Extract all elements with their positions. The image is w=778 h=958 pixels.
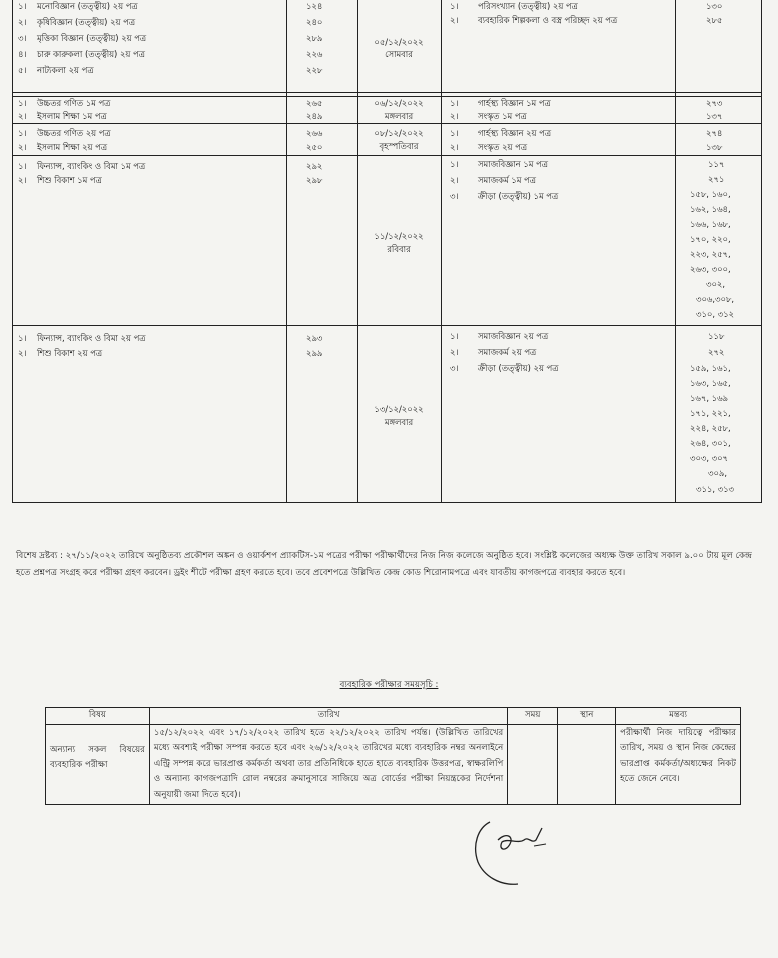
subject-code: ২৯৯ <box>306 348 323 358</box>
code-line: ১৫৯, ১৬১, <box>690 363 731 373</box>
subject-name: মনোবিজ্ঞান (তত্ত্বীয়) ২য় পত্র <box>37 1 138 11</box>
subject-name: ব্যবহারিক শিল্পকলা ও বস্ত্র পরিচ্ছদ ২য় পত্র <box>478 15 618 25</box>
item-number: ১। <box>18 333 27 343</box>
subject-code: ১২৪ <box>306 1 323 11</box>
subject-name: ক্রীড়া (তত্ত্বীয়) ১ম পত্র <box>478 191 559 201</box>
code-line: ১১৭ <box>708 159 725 169</box>
subject-code: ২৪০ <box>306 17 323 27</box>
subject-name: চারু কারুকলা (তত্ত্বীয়) ২য় পত্র <box>37 49 145 59</box>
exam-day: মঙ্গলবার <box>384 417 414 427</box>
header-time: সময় <box>508 708 558 725</box>
subject-name: সমাজকর্ম ১ম পত্র <box>478 175 536 185</box>
table-border <box>12 0 13 503</box>
item-number: ২। <box>18 111 27 121</box>
code-line: ১৬৭, ১৬৯ <box>690 393 728 403</box>
code-line: ২২৩, ২৫৭, <box>690 249 731 259</box>
subject-code: ২৭৩ <box>706 98 723 108</box>
item-number: ২। <box>18 17 27 27</box>
row-divider <box>12 92 762 93</box>
item-number: ১। <box>450 128 459 138</box>
item-number: ২। <box>18 175 27 185</box>
subject-name: পরিসংখ্যান (তত্ত্বীয়) ২য় পত্র <box>478 1 578 11</box>
subject-name: সমাজবিজ্ঞান ২য় পত্র <box>478 331 549 341</box>
subject-name: ইসলাম শিক্ষা ২য় পত্র <box>37 142 107 152</box>
item-number: ৩। <box>18 33 27 43</box>
subject-name: কৃষিবিজ্ঞান (তত্ত্বীয়) ২য় পত্র <box>37 17 135 27</box>
exam-date: ০৮/১২/২০২২ <box>374 128 424 138</box>
exam-day: মঙ্গলবার <box>384 111 414 121</box>
subject-code: ২২৮ <box>306 65 323 75</box>
subject-code: ২৬৫ <box>306 98 323 108</box>
code-line: ৩১০, ৩১২ <box>696 309 734 319</box>
table-border <box>441 0 442 503</box>
practical-remarks: পরীক্ষার্থী নিজ দায়িত্বে পরীক্ষার তারিখ, সময় ও স্থান নিজ কেন্দ্রের ভারপ্রাপ্ত কর্মকর্তা/অধ্যক্ষের নিকট হতে জেনে নেবে। <box>616 724 741 805</box>
code-line: ৩০২, <box>706 279 725 289</box>
subject-code: ১৩৭ <box>706 111 723 121</box>
table-border <box>761 0 762 503</box>
subject-code: ২৯৮ <box>306 175 323 185</box>
subject-code: ২৭৪ <box>706 128 723 138</box>
row-divider <box>12 155 762 156</box>
signature <box>470 810 580 890</box>
exam-date: ১৩/১২/২০২২ <box>374 404 424 414</box>
item-number: ১। <box>18 1 27 11</box>
practical-schedule-title <box>0 678 778 692</box>
item-number: ২। <box>450 15 459 25</box>
subject-name: ইসলাম শিক্ষা ১ম পত্র <box>37 111 107 121</box>
header-subject: বিষয় <box>46 708 150 725</box>
item-number: ১। <box>450 98 459 108</box>
item-number: ১। <box>18 128 27 138</box>
subject-code: ২৪৯ <box>306 111 323 121</box>
item-number: ২। <box>18 348 27 358</box>
subject-name: উচ্চতর গণিত ১ম পত্র <box>37 98 111 108</box>
header-remarks: মন্তব্য <box>616 708 741 725</box>
table-header-row <box>46 708 741 725</box>
table-border <box>286 0 287 503</box>
subject-name: ক্রীড়া (তত্ত্বীয়) ২য় পত্র <box>478 363 559 373</box>
table-row <box>46 724 741 805</box>
subject-code: ২৮৫ <box>706 15 723 25</box>
subject-name: সংস্কৃত ১ম পত্র <box>478 111 527 121</box>
row-divider <box>12 123 762 124</box>
practical-subject: অন্যান্য সকল বিষয়ের ব্যবহারিক পরীক্ষা <box>46 724 150 805</box>
subject-name: ফিন্যান্স, ব্যাংকিং ও বিমা ২য় পত্র <box>37 333 146 343</box>
exam-date: ০৬/১২/২০২২ <box>374 98 424 108</box>
table-border <box>12 502 762 503</box>
item-number: ৩। <box>450 363 459 373</box>
item-number: ৩। <box>450 191 459 201</box>
code-line: ১৭১, ২২১, <box>690 408 731 418</box>
subject-code: ২৯২ <box>306 161 323 171</box>
subject-code: ২২৬ <box>306 49 323 59</box>
subject-name: মৃত্তিকা বিজ্ঞান (তত্ত্বীয়) ২য় পত্র <box>37 33 147 43</box>
subject-name: শিশু বিকাশ ১ম পত্র <box>37 175 102 185</box>
subject-name: সমাজকর্ম ২য় পত্র <box>478 347 537 357</box>
table-border <box>675 0 676 503</box>
code-line: ৩০৯, <box>708 468 727 478</box>
subject-name: উচ্চতর গণিত ২য় পত্র <box>37 128 111 138</box>
item-number: ১। <box>450 331 459 341</box>
practical-time <box>508 724 558 805</box>
practical-date: ১৫/১২/২০২২ এবং ১৭/১২/২০২২ তারিখ হতে ২২/১২/২০২২ তারিখ পর্যন্ত। (উল্লিখিত তারিখের মধ্যে অবশ্যই পরীক্ষা সম্পন্ন করতে হবে এবং ২৬/১২/২০২২ তারিখের মধ্যে ব্যবহারিক নম্বর অনলাইনে এন্ট্রি সম্পন্ন করে ভারপ্রাপ্ত কর্মকর্তা অথবা তার প্রতিনিধিকে হাতে হাতে ব্যবহারিক উত্তরপত্র, স্বাক্ষরলিপি ও অন্যান্য কাগজপত্রাদি রোল নম্বরের ক্রমানুসারে সাজিয়ে অত্র বোর্ডের পরীক্ষা নিয়ন্ত্রকের নির্দেশনা অনুযায়ী জমা দিতে হবে)। <box>149 724 507 805</box>
code-line: ২৭২ <box>708 347 725 357</box>
subject-code: ১৩০ <box>706 1 723 11</box>
subject-code: ২৮৯ <box>306 33 323 43</box>
header-date: তারিখ <box>149 708 507 725</box>
code-line: ১৬৩, ১৬৫, <box>690 378 731 388</box>
item-number: ৪। <box>18 49 27 59</box>
practical-place <box>558 724 616 805</box>
subject-name: নাট্যকলা ২য় পত্র <box>37 65 94 75</box>
exam-day: বৃহস্পতিবার <box>379 141 419 151</box>
subject-name: সংস্কৃত ২য় পত্র <box>478 142 527 152</box>
subject-name: গার্হস্থ্য বিজ্ঞান ১ম পত্র <box>478 98 551 108</box>
subject-code: ২৯৩ <box>306 333 323 343</box>
subject-code: ২৫০ <box>306 142 323 152</box>
code-line: ৩০৬,৩০৮, <box>696 294 734 304</box>
code-line: ১৬২, ১৬৪, <box>690 204 731 214</box>
exam-date: ০৫/১২/২০২২ <box>374 37 424 47</box>
exam-date: ১১/১২/২০২২ <box>374 231 424 241</box>
special-note: বিশেষ দ্রষ্টব্য : ২৭/১১/২০২২ তারিখে অনুষ্ঠিতব্য প্রকৌশল অঙ্কন ও ওয়ার্কশপ প্র্যাকটিস-১ম পত্রের পরীক্ষা পরীক্ষার্থীদের নিজ নিজ কলেজে অনুষ্ঠিত হবে। সংশ্লিষ্ট কলেজের অধ্যক্ষ উক্ত তারিখ সকাল ৯.০০ টায় মূল কেন্দ্র হতে প্রশ্নপত্র সংগ্রহ করে পরীক্ষা গ্রহণ করবেন। ড্রইং শীটে পরীক্ষা গ্রহণ করতে হবে। তবে প্রবেশপত্রে উল্লিখিত কেন্দ্র কোড শিরোনামপত্রে এবং যাবতীয় কাগজপত্রে ব্যবহার করতে হবে। <box>16 551 752 578</box>
row-divider <box>12 325 762 326</box>
item-number: ২। <box>450 142 459 152</box>
header-place: স্থান <box>558 708 616 725</box>
exam-day: রবিবার <box>387 244 411 254</box>
practical-schedule-table <box>45 707 741 805</box>
code-line: ১৭০, ২২০, <box>690 234 731 244</box>
subject-name: ফিন্যান্স, ব্যাংকিং ও বিমা ১ম পত্র <box>37 161 146 171</box>
practical-schedule-title-text: ব্যবহারিক পরীক্ষার সময়সূচি : <box>339 680 439 690</box>
code-line: ১৫৮, ১৬০, <box>690 189 731 199</box>
item-number: ১। <box>18 161 27 171</box>
item-number: ২। <box>450 347 459 357</box>
item-number: ২। <box>450 175 459 185</box>
subject-name: গার্হস্থ্য বিজ্ঞান ২য় পত্র <box>478 128 551 138</box>
item-number: ২। <box>18 142 27 152</box>
item-number: ১। <box>18 98 27 108</box>
subject-code: ২৬৬ <box>306 128 323 138</box>
code-line: ১১৮ <box>708 331 725 341</box>
code-line: ৩১১, ৩১৩ <box>696 484 734 494</box>
item-number: ১। <box>450 1 459 11</box>
code-line: ৩০৩, ৩০৭ <box>690 453 728 463</box>
code-line: ২৬৩, ৩০০, <box>690 264 731 274</box>
subject-name: সমাজবিজ্ঞান ১ম পত্র <box>478 159 548 169</box>
code-line: ২৭১ <box>708 174 725 184</box>
item-number: ১। <box>450 159 459 169</box>
code-line: ২২৪, ২৫৮, <box>690 423 731 433</box>
exam-day: সোমবার <box>385 49 413 59</box>
item-number: ২। <box>450 111 459 121</box>
subject-name: শিশু বিকাশ ২য় পত্র <box>37 348 103 358</box>
code-line: ২৬৪, ৩০১, <box>690 438 731 448</box>
item-number: ৫। <box>18 65 27 75</box>
subject-code: ১৩৮ <box>706 142 723 152</box>
code-line: ১৬৬, ১৬৮, <box>690 219 731 229</box>
